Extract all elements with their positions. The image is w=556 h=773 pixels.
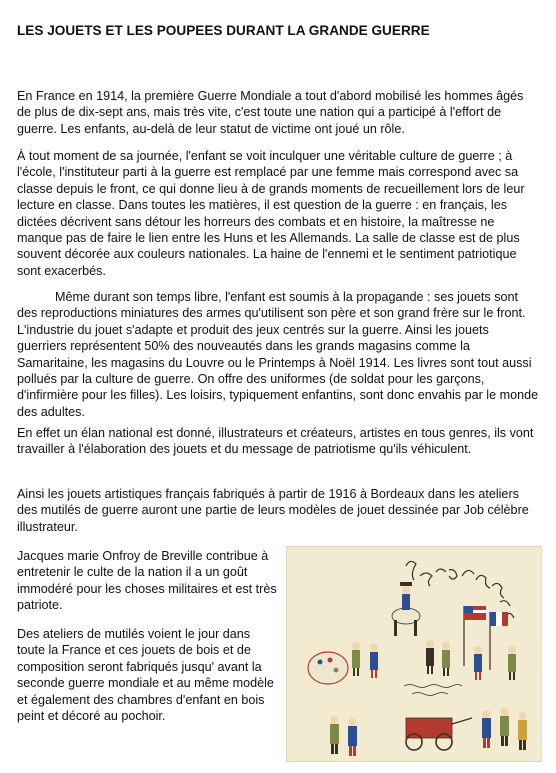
paragraph-5: Ainsi les jouets artistiques français fabriqués à partir de 1916 à Bordeaux dans les ateliers des mutilés de guerre auront une partie de leurs modèles de jouet dessinée par Job célèbre illustrateur. — [17, 487, 529, 534]
paragraph-1: En France en 1914, la première Guerre Mondiale a tout d'abord mobilisé les hommes âgés de plus de dix-sept ans, mais très vite, c'est toute une nation qui a participé à l'effort de guerre. Les enfants, au-delà de leur statut de victime ont joué un rôle. — [17, 89, 524, 136]
document-title: LES JOUETS ET LES POUPEES DURANT LA GRANDE GUERRE — [17, 23, 430, 38]
paragraph-2: À tout moment de sa journée, l'enfant se voit inculquer une véritable culture de guerre ; à l'école, l'instituteur parti à la guerre est remplacé par une femme mais correspond avec sa classe depuis le front, ce qui donne lieu à de grands moments de recueillement lors de leur lecture en classe. Dans toutes les matières, il est question de la guerre : en français, les dictées décrivent sans détour les horreurs des combats et en histoire, la maîtresse ne manque pas de faire le lien entre les Huns et les Allemands. La salle de classe est de plus souvent décorée aux couleurs nationales. La haine de l'ennemi et le sentiment patriotique sont exacerbés. — [17, 149, 525, 278]
paragraph-4: En effet un élan national est donné, illustrateurs et créateurs, artistes en tous genres, ils vont travailler à l'élaboration des jouets et du message de patriotisme qu'ils véhiculent. — [17, 426, 534, 457]
toy-medallion — [308, 652, 348, 684]
paragraph-3: Même durant son temps libre, l'enfant est soumis à la propagande : ses jouets sont des reproductions miniatures des armes qu'utilisent son père et son grand frère sur le front. L'industrie du jouet s'adapte et produit des jeux centrés sur la guerre. Ainsi les jouets guerriers représentent 50% des nouveautés dans les grands magasins comme la Samaritaine, les magasins du Louvre ou le Printemps à Noël 1914. Les livres sont tout aussi pollués par la culture de guerre. On offre des uniformes (de soldat pour les garçons, d'infirmière pour les filles). Les loisirs, typiquement enfantins, sont donc envahis par le monde des adultes. — [17, 290, 539, 419]
paragraph-6: Jacques marie Onfroy de Breville contribue à entretenir le culte de la nation il a un goût immodéré pour les choses militaires et est très patriote. — [17, 549, 277, 613]
toy-poster-illustration — [286, 546, 542, 762]
paragraph-7: Des ateliers de mutilés voient le jour dans toute la France et ces jouets de bois et de composition seront fabriqués jusqu' avant la seconde guerre mondiale et au même modèle et également des chambres d'enfant en bois peint et décoré au pochoir. — [17, 627, 274, 724]
